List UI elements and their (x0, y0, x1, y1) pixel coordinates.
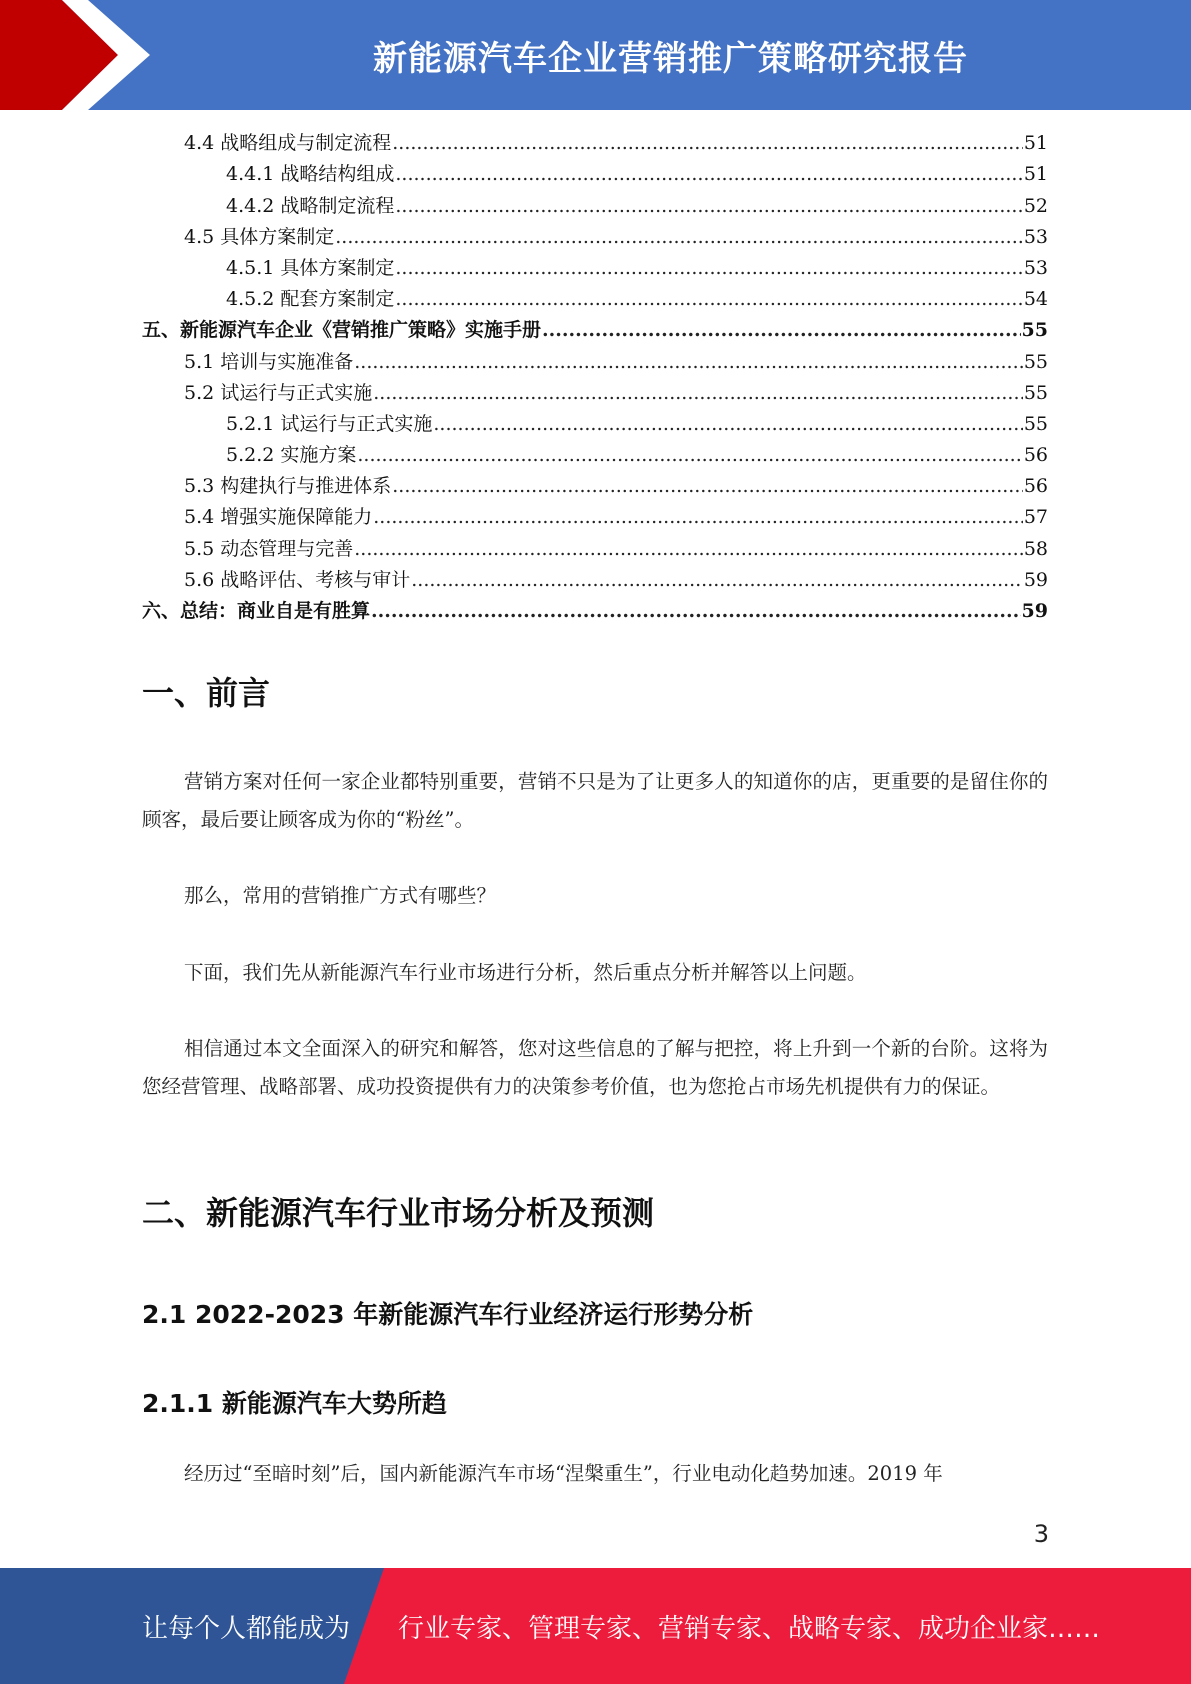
toc-entry[interactable] (142, 346, 1048, 377)
toc-leader-dots (373, 378, 1023, 409)
toc-entry-label: 5.1 培训与实施准备 (184, 350, 354, 373)
toc-entry-page: 55 (1023, 412, 1048, 435)
toc-entry-page: 57 (1023, 506, 1048, 529)
toc-leader-dots (357, 440, 1022, 471)
toc-leader-dots (354, 347, 1023, 378)
toc-entry[interactable] (142, 596, 1048, 627)
toc-entry-label: 4.5 具体方案制定 (184, 225, 335, 248)
toc-entry-label: 5.5 动态管理与完善 (184, 537, 354, 560)
toc-entry-label: 5.2.2 实施方案 (226, 444, 357, 467)
toc-leader-dots (371, 596, 1021, 627)
paragraph: 那么，常用的营销推广方式有哪些？ (184, 884, 497, 907)
toc-leader-dots (392, 471, 1023, 502)
toc-leader-dots (395, 191, 1022, 222)
page-header (0, 0, 1191, 110)
page-footer (0, 1568, 1191, 1684)
footer-slogan-right: 行业专家、管理专家、营销专家、战略专家、成功企业家…… (398, 1613, 1101, 1644)
toc-leader-dots (373, 502, 1023, 533)
toc-entry[interactable] (142, 378, 1048, 409)
toc-entry[interactable] (142, 190, 1048, 221)
subsection-heading: 2.1 2022-2023 年新能源汽车行业经济运行形势分析 (142, 1300, 754, 1329)
toc-leader-dots (411, 565, 1023, 596)
toc-entry-page: 53 (1023, 256, 1048, 279)
toc-entry-page: 52 (1023, 194, 1048, 217)
page-number: 3 (1033, 1520, 1049, 1548)
toc-leader-dots (392, 128, 1023, 159)
toc-entry-page: 58 (1023, 537, 1048, 560)
toc-entry-page: 59 (1021, 600, 1048, 622)
toc-leader-dots (395, 159, 1022, 190)
toc-entry-label: 5.2.1 试运行与正式实施 (226, 412, 433, 435)
toc-entry-label: 5.2 试运行与正式实施 (184, 381, 373, 404)
toc-entry-label: 5.6 战略评估、考核与审计 (184, 568, 411, 591)
toc-entry-page: 54 (1023, 288, 1048, 311)
toc-entry-label: 4.5.1 具体方案制定 (226, 256, 395, 279)
toc-leader-dots (433, 409, 1022, 440)
toc-entry-page: 59 (1023, 568, 1048, 591)
header-title: 新能源汽车企业营销推广策略研究报告 (373, 38, 968, 79)
toc-entry-label: 4.4.1 战略结构组成 (226, 163, 395, 186)
toc-entry[interactable] (142, 440, 1048, 471)
toc-entry[interactable] (142, 409, 1048, 440)
toc-entry-page: 55 (1021, 319, 1048, 342)
toc-entry[interactable] (142, 533, 1048, 564)
toc-entry[interactable] (142, 159, 1048, 190)
toc-entry[interactable] (142, 315, 1048, 346)
section-heading-preface: 一、前言 (142, 674, 271, 712)
toc-entry-page: 55 (1023, 350, 1048, 373)
paragraph: 经历过“至暗时刻”后，国内新能源汽车市场“涅槃重生”，行业电动化趋势加速。2019 年 (184, 1462, 943, 1485)
table-of-contents (142, 128, 1048, 627)
toc-entry[interactable] (142, 253, 1048, 284)
toc-leader-dots (395, 284, 1022, 315)
toc-entry[interactable] (142, 502, 1048, 533)
toc-entry[interactable] (142, 284, 1048, 315)
toc-leader-dots (395, 253, 1022, 284)
toc-leader-dots (335, 222, 1023, 253)
toc-entry-label: 5.3 构建执行与推进体系 (184, 475, 392, 498)
toc-entry-label: 4.4 战略组成与制定流程 (184, 132, 392, 155)
toc-entry-label: 4.4.2 战略制定流程 (226, 194, 395, 217)
footer-slogan-left: 让每个人都能成为 (142, 1613, 351, 1644)
toc-entry-label: 5.4 增强实施保障能力 (184, 506, 373, 529)
toc-entry-label: 4.5.2 配套方案制定 (226, 288, 395, 311)
toc-entry-page: 56 (1023, 475, 1048, 498)
toc-entry[interactable] (142, 222, 1048, 253)
toc-entry[interactable] (142, 565, 1048, 596)
toc-entry-page: 56 (1023, 444, 1048, 467)
toc-entry-page: 51 (1023, 132, 1048, 155)
toc-entry-label: 五、新能源汽车企业《营销推广策略》实施手册 (142, 319, 542, 342)
toc-entry-page: 55 (1023, 381, 1048, 404)
toc-entry-page: 51 (1023, 163, 1048, 186)
toc-entry-page: 53 (1023, 225, 1048, 248)
toc-entry-label: 六、总结：商业自是有胜算 (142, 600, 371, 622)
paragraph: 相信通过本文全面深入的研究和解答，您对这些信息的了解与把控，将上升到一个新的台阶。这将为您经营管理、战略部署、成功投资提供有力的决策参考价值，也为您抢占市场先机提供有力的保证。 (142, 1037, 1048, 1098)
toc-entry[interactable] (142, 471, 1048, 502)
header-chevron-icon (0, 0, 160, 110)
toc-entry[interactable] (142, 128, 1048, 159)
toc-leader-dots (354, 534, 1023, 565)
toc-leader-dots (542, 315, 1021, 346)
paragraph: 营销方案对任何一家企业都特别重要，营销不只是为了让更多人的知道你的店，更重要的是留住你的顾客，最后要让顾客成为你的“粉丝”。 (142, 770, 1048, 831)
paragraph: 下面，我们先从新能源汽车行业市场进行分析，然后重点分析并解答以上问题。 (184, 961, 867, 984)
section-heading-market: 二、新能源汽车行业市场分析及预测 (142, 1194, 655, 1232)
subsubsection-heading: 2.1.1 新能源汽车大势所趋 (142, 1389, 447, 1418)
